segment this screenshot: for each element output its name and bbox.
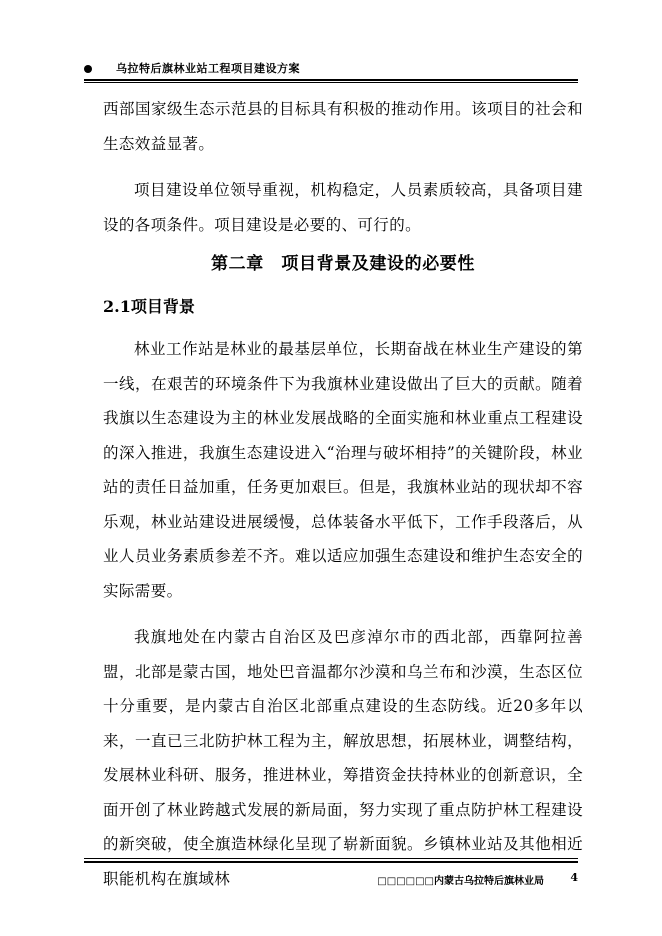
page-header xyxy=(84,58,578,80)
section-title: 2.1项目背景 xyxy=(103,297,195,316)
header-title: 乌拉特后旗林业站工程项目建设方案 xyxy=(116,62,300,75)
footer-rule-thin xyxy=(84,858,578,859)
footer-rule xyxy=(84,861,578,863)
bullet-icon xyxy=(84,65,92,73)
paragraph-region: 我旗地处在内蒙古自治区及巴彦淖尔市的西北部，西靠阿拉善盟，北部是蒙古国，地处巴音温都尔沙漠和乌兰布和沙漠，生态区位十分重要，是内蒙古自治区北部重点建设的生态防线。近20多年以来，一直已三北防护林工程为主，解放思想，拓展林业，调整结构，发展林业科研、服务，推进林业，筹措资金扶持林业的创新意识，全面开创了林业跨越式发展的新局面，努力实现了重点防护林工程建设的新突破，使全旗造林绿化呈现了崭新面貌。乡镇林业站及其他相近职能机构在旗域林 xyxy=(103,628,583,888)
paragraph-conclusion: 项目建设单位领导重视，机构稳定，人员素质较高，具备项目建设的各项条件。项目建设是必要的、可行的。 xyxy=(103,181,583,234)
header-rule xyxy=(84,79,578,81)
footer-organization: □□□□□□内蒙古乌拉特后旗林业局 xyxy=(377,876,544,887)
paragraph-forestry-stations: 林业工作站是林业的最基层单位，长期奋战在林业生产建设的第一线，在艰苦的环境条件下为我旗林业建设做出了巨大的贡献。随着我旗以生态建设为主的林业发展战略的全面实施和林业重点工程建设的深入推进，我旗生态建设进入“治理与破坏相持”的关键阶段，林业站的责任日益加重，任务更加艰巨。但是，我旗林业站的现状却不容乐观，林业站建设进展缓慢，总体装备水平低下，工作手段落后，从业人员业务素质参差不齐。难以适应加强生态建设和维护生态安全的实际需要。 xyxy=(103,340,583,600)
paragraph-continuation: 西部国家级生态示范县的目标具有积极的推动作用。该项目的社会和生态效益显著。 xyxy=(103,100,583,153)
page-number: 4 xyxy=(570,871,578,884)
document-body xyxy=(103,92,583,896)
page-footer xyxy=(84,858,578,888)
chapter-title: 第二章 项目背景及建设的必要性 xyxy=(211,254,475,274)
header-rule-thin xyxy=(84,82,578,83)
